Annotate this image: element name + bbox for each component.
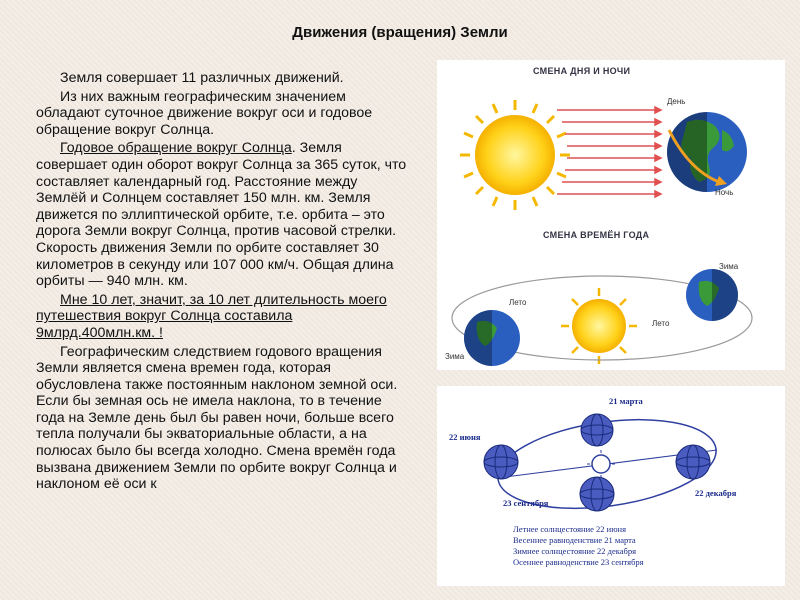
legend-line-2: Весеннее равноденствие 21 марта xyxy=(513,535,636,545)
label-march-21: 21 марта xyxy=(609,396,643,406)
label-december-22: 22 декабря xyxy=(695,488,737,498)
earth-right-icon xyxy=(686,269,738,321)
sunlight-arrows xyxy=(557,107,661,197)
paragraph-4 xyxy=(36,292,408,342)
seasons-title: СМЕНА ВРЕМЁН ГОДА xyxy=(543,230,650,240)
paragraph-3-text: . Земля совершает один оборот вокруг Солнца за 365 суток, что составляет календарный год. Расстояние между Землёй и Солнцем составляет 150 млн. км. Земля движется по эллиптической орбите, т.е. орбита – это дорога Земли вокруг Солнца, против часовой стрелки. Скорость движения Земли по орбите составляет 30 километров в секунду или 107 000 км/ч. Общая длина орбиты — 940 млн. км. xyxy=(36,140,407,290)
day-night-title: СМЕНА ДНЯ И НОЧИ xyxy=(533,66,631,76)
summer-label-right: Лето xyxy=(652,319,670,328)
paragraph-2 xyxy=(36,89,408,139)
paragraph-2-text: Из них важным географическим значением обладают суточное движение вокруг оси и годовое обращение вокруг Солнца. xyxy=(36,88,373,138)
legend-line-3: Зимнее солнцестояние 22 декабря xyxy=(513,546,636,556)
orbit-link[interactable]: Годовое обращение вокруг Солнца xyxy=(60,140,292,157)
small-sun-icon xyxy=(561,288,637,364)
globe-march-icon xyxy=(581,414,613,446)
solstice-equinox-diagram xyxy=(437,386,785,586)
paragraph-4-text: Мне 10 лет, значит, за 10 лет длительность моего путешествия вокруг Солнца составила 9млрд.400млн.км. ! xyxy=(36,291,387,341)
body-text xyxy=(36,70,408,495)
diagram2-graphics xyxy=(437,386,785,586)
globe-september-icon xyxy=(580,477,614,511)
label-june-22: 22 июня xyxy=(449,432,481,442)
paragraph-5 xyxy=(36,344,408,493)
globe-december-icon xyxy=(676,445,710,479)
winter-label-left: Зима xyxy=(445,352,465,361)
winter-label-right: Зима xyxy=(719,262,739,271)
day-label: День xyxy=(667,97,686,106)
label-september-23: 23 сентября xyxy=(503,498,549,508)
night-label: Ночь xyxy=(715,188,734,197)
legend-line-4: Осеннее равноденствие 23 сентября xyxy=(513,557,644,567)
paragraph-1-text: Земля совершает 11 различных движений. xyxy=(60,70,344,86)
diagram1-graphics xyxy=(437,60,785,370)
day-night-seasons-diagram xyxy=(437,60,785,370)
paragraph-3 xyxy=(36,140,408,289)
globe-june-icon xyxy=(484,445,518,479)
paragraph-1 xyxy=(36,70,408,87)
sun-icon xyxy=(460,100,570,210)
paragraph-5-text: Географическим следствием годового вращения Земли является смена времен года, которая обусловлена также постоянным наклоном земной оси. Если бы земная ось не имела наклона, то в течение года на Земле день был бы равен ночи, больше всего тепла получали бы экваториальные области, а на полюсах было бы всегда холодно. Смена времён года вызвана движением Земли по орбите вокруг Солнца и наклоном её оси к xyxy=(36,343,398,493)
summer-label-left: Лето xyxy=(509,298,527,307)
slide-title: Движения (вращения) Земли xyxy=(292,24,508,41)
earth-left-icon xyxy=(464,310,520,366)
earth-globe-icon xyxy=(667,112,747,192)
legend-line-1: Летнее солнцестояние 22 июня xyxy=(513,524,626,534)
